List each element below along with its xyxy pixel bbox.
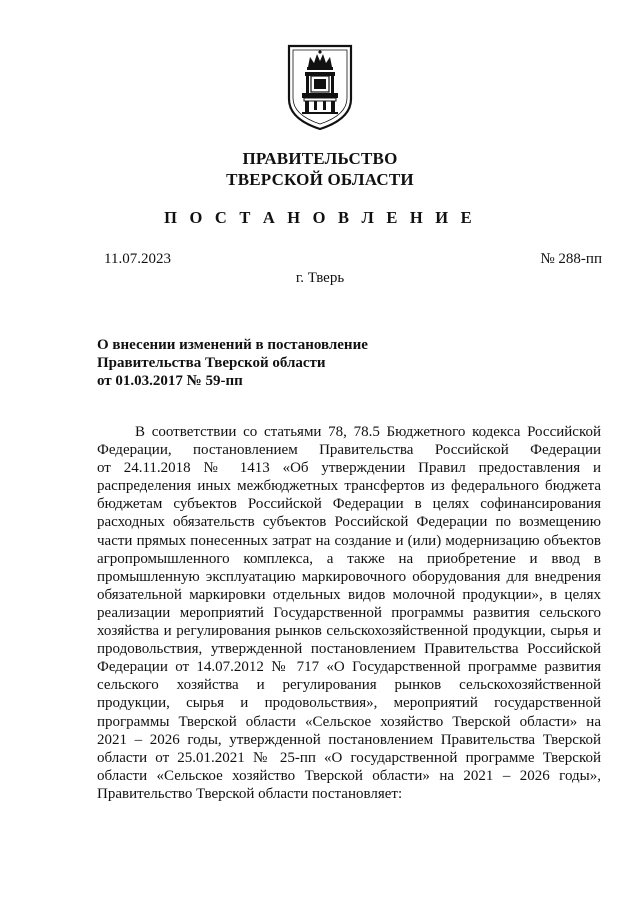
document-city: г. Тверь: [295, 270, 345, 286]
body-line: расходных обязательств субъектов Российской Федерации по возмещению: [97, 514, 601, 531]
body-line: области от 25.01.2021 № 25-пп «О государственной программе Тверской: [97, 749, 601, 766]
body-line: части прямых понесенных затрат на создание и (или) модернизацию объектов: [97, 532, 601, 549]
body-line: программы Тверской области «Сельское хозяйство Тверской области» на: [97, 713, 601, 730]
body-line: реализации мероприятий Государственной программы развития сельского: [97, 604, 601, 621]
body-line: продукции, сырья и продовольствия», мероприятий государственной: [97, 695, 601, 712]
body-line: промышленную эксплуатацию маркировочного оборудования для внедрения: [97, 568, 601, 585]
title-line: О внесении изменений в постановление: [97, 337, 368, 353]
body-line: продовольствия, утвержденной постановлением Правительства Российской: [97, 641, 601, 658]
body-line: бюджетам субъектов Российской Федерации в целях софинансирования: [97, 496, 601, 513]
document-body: [97, 423, 601, 803]
body-line: распределения иных межбюджетных трансфертов из федерального бюджета: [97, 478, 601, 495]
tver-coat-of-arms-icon: [286, 43, 354, 131]
body-line: Правительство Тверской области постановляет:: [97, 785, 403, 802]
document-number: № 288-пп: [540, 251, 602, 267]
body-line: области «Сельское хозяйство Тверской области» на 2021 – 2026 годы»,: [97, 767, 601, 784]
body-line: от 24.11.2018 № 1413 «Об утверждении Правил предоставления и: [97, 460, 601, 477]
document-date: 11.07.2023: [104, 251, 171, 267]
body-line: Федерации от 14.07.2012 № 717 «О Государственной программе развития: [97, 659, 601, 676]
body-line: агропромышленного комплекса, а также на приобретение и ввод в: [97, 550, 601, 567]
body-line: 2021 – 2026 годы, утвержденной постановлением Правительства Тверской: [97, 731, 601, 748]
document-type: П О С Т А Н О В Л Е Н И Е: [164, 208, 476, 227]
body-line: сельского хозяйства и регулирования рынков сельскохозяйственной: [97, 677, 601, 694]
government-name-line2: ТВЕРСКОЙ ОБЛАСТИ: [226, 170, 414, 189]
body-line: хозяйства и регулирования рынков сельскохозяйственной продукции, сырья и: [97, 623, 601, 640]
title-line: Правительства Тверской области: [97, 355, 326, 371]
body-line: обязательной маркировки отдельных видов молочной продукции», в целях: [97, 586, 601, 603]
body-line: Федерации, постановлением Правительства Российской Федерации: [97, 442, 601, 459]
body-line: В соответствии со статьями 78, 78.5 Бюджетного кодекса Российской: [135, 424, 601, 440]
title-line: от 01.03.2017 № 59-пп: [97, 373, 243, 389]
government-name-line1: ПРАВИТЕЛЬСТВО: [242, 149, 398, 168]
document-title: [97, 336, 368, 390]
